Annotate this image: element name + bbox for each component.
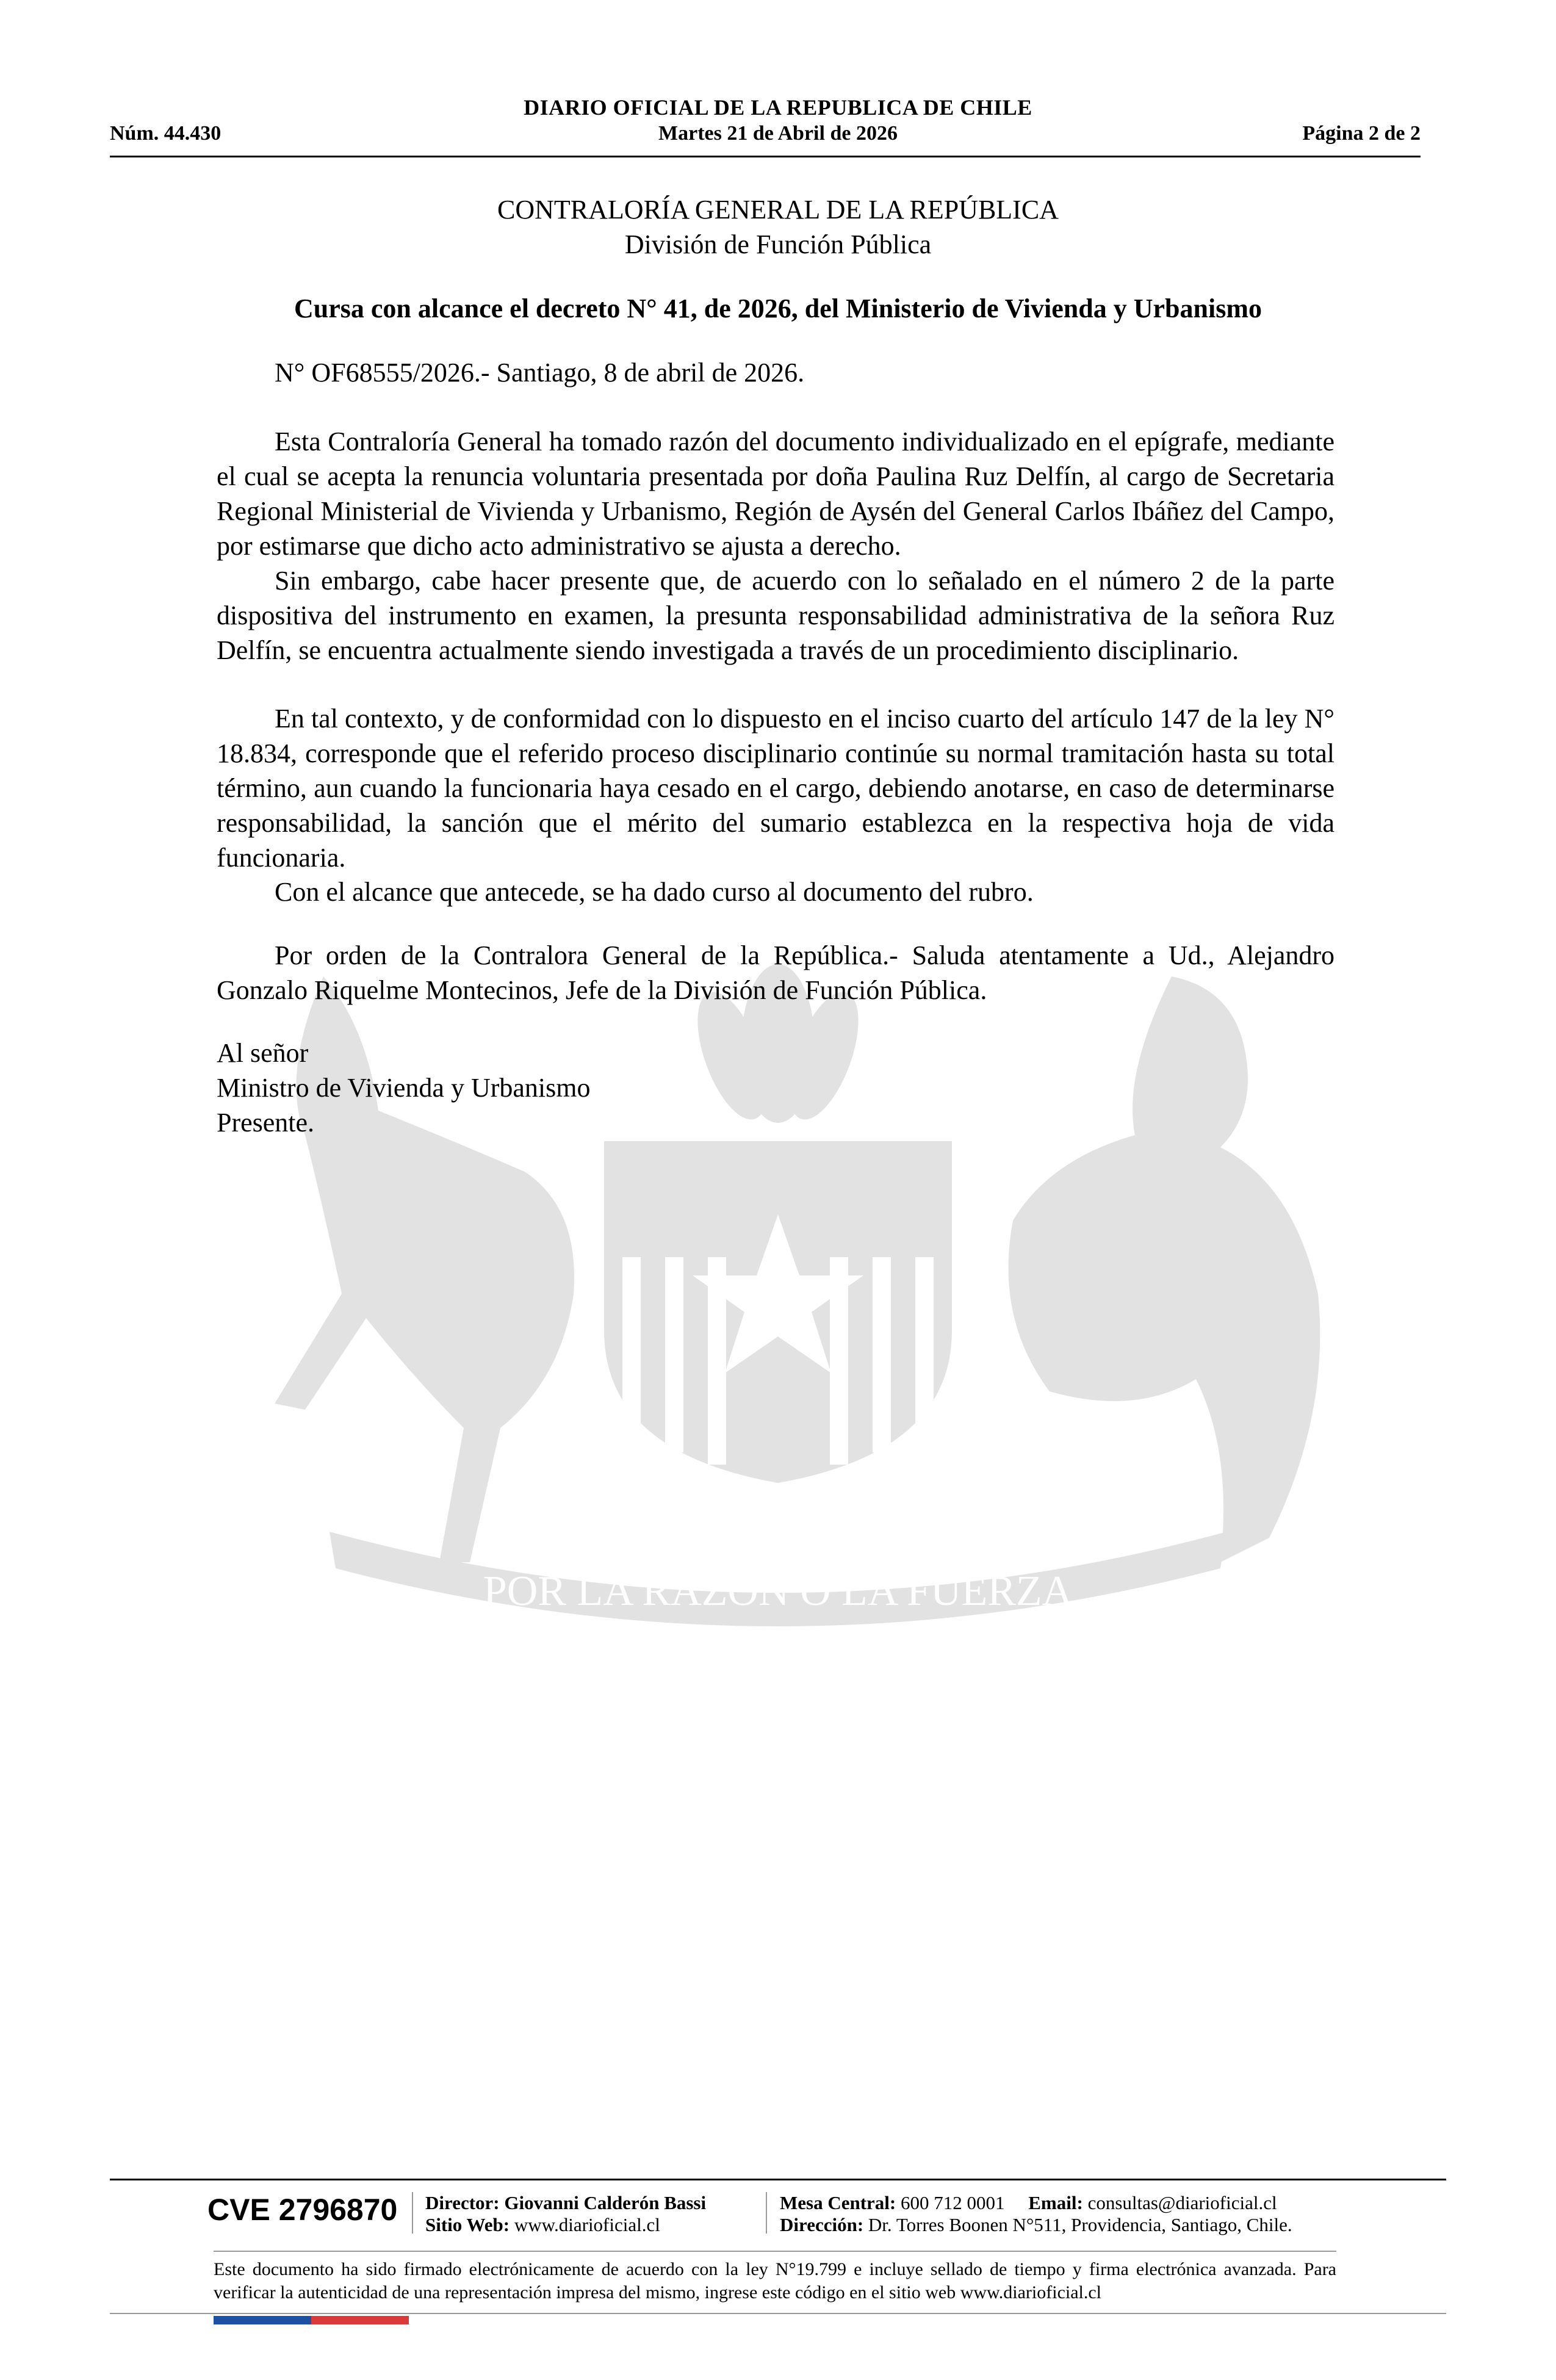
website-label: Sitio Web: [425, 2214, 510, 2235]
director-label: Director: [425, 2192, 500, 2213]
publication-date: Martes 21 de Abril de 2026 [658, 122, 898, 145]
footer-contact [780, 2192, 1277, 2214]
cve-code: CVE 2796870 [207, 2193, 398, 2227]
email-label: Email: [1028, 2192, 1083, 2213]
address-text: Dr. Torres Boonen N°511, Providencia, Santiago, Chile. [868, 2214, 1292, 2235]
footer-divider-top [110, 2179, 1446, 2180]
website-link[interactable]: www.diarioficial.cl [514, 2214, 660, 2235]
issue-number: Núm. 44.430 [110, 122, 222, 145]
body-paragraph-2: Sin embargo, cabe hacer presente que, de acuerdo con lo señalado en el número 2 de la parte dispositiva del instrumento en examen, la presunta responsabilidad administrativa de la señora Ruz Delfín, se encuentra actualmente siendo investigada a través de un procedimiento disciplinario. [217, 566, 1334, 665]
addressee-line-2: Ministro de Vivienda y Urbanismo [217, 1073, 591, 1103]
footer-website [425, 2214, 660, 2236]
document-headline: Cursa con alcance el decreto N° 41, de 2026, del Ministerio de Vivienda y Urbanismo [294, 294, 1262, 323]
addressee-line-1: Al señor [217, 1038, 309, 1068]
division-name: División de Función Pública [624, 229, 932, 259]
header-divider [110, 156, 1421, 157]
body-paragraph-1: Esta Contraloría General ha tomado razón del documento individualizado en el epígrafe, mediante el cual se acepta la renuncia voluntaria presentada por doña Paulina Ruz Delfín, al cargo de Secretaria Regional Ministerial de Vivienda y Urbanismo, Región de Aysén del General Carlos Ibáñez del Campo, por estimarse que dicho acto administrativo se ajusta a derecho. [217, 427, 1334, 561]
address-label: Dirección: [780, 2214, 864, 2235]
body-paragraph-3: En tal contexto, y de conformidad con lo dispuesto en el inciso cuarto del artículo 147 de la ley N° 18.834, corresponde que el referido proceso disciplinario continúe su normal tramitación hasta su total término, aun cuando la funcionaria haya cesado en el cargo, debiendo anotarse, en caso de determinarse responsabilidad, la sanción que el mérito del sumario establezca en la respectiva hoja de vida funcionaria. [217, 704, 1334, 873]
watermark-motto: POR LA RAZON O LA FUERZA [483, 1568, 1073, 1615]
footer-director [425, 2192, 706, 2214]
footer-divider-bottom [110, 2313, 1446, 2314]
email-address[interactable]: consultas@diarioficial.cl [1087, 2192, 1277, 2213]
director-name: Giovanni Calderón Bassi [504, 2192, 707, 2213]
body-paragraph-4: Con el alcance que antecede, se ha dado curso al documento del rubro. [275, 877, 1034, 907]
footer-divider-mid [214, 2251, 1336, 2252]
reference-line: N° OF68555/2026.- Santiago, 8 de abril de 2026. [275, 358, 805, 388]
addressee-block [217, 1036, 590, 1140]
footer-separator-2 [766, 2192, 767, 2234]
addressee-line-3: Presente. [217, 1108, 315, 1138]
flag-stripe-red [311, 2316, 409, 2324]
closing-paragraph: Por orden de la Contralora General de la República.- Saluda atentamente a Ud., Alejandro Gonzalo Riquelme Montecinos, Jefe de la División de Función Pública. [217, 940, 1334, 1005]
signature-note: Este documento ha sido firmado electrónicamente de acuerdo con la ley N°19.799 e incluye sellado de tiempo y firma electrónica avanzada. Para verificar la autenticidad de una representación impresa del mismo, ingrese este código en el sitio web www.diarioficial.cl [214, 2259, 1336, 2302]
institution-name: CONTRALORÍA GENERAL DE LA REPÚBLICA [497, 195, 1059, 225]
page-indicator: Página 2 de 2 [1302, 122, 1421, 145]
footer-address [780, 2214, 1292, 2236]
mesa-label: Mesa Central: [780, 2192, 896, 2213]
mesa-phone: 600 712 0001 [901, 2192, 1005, 2213]
flag-stripe-blue [214, 2316, 311, 2324]
footer-separator-1 [412, 2192, 413, 2234]
publication-title: DIARIO OFICIAL DE LA REPUBLICA DE CHILE [524, 95, 1032, 120]
